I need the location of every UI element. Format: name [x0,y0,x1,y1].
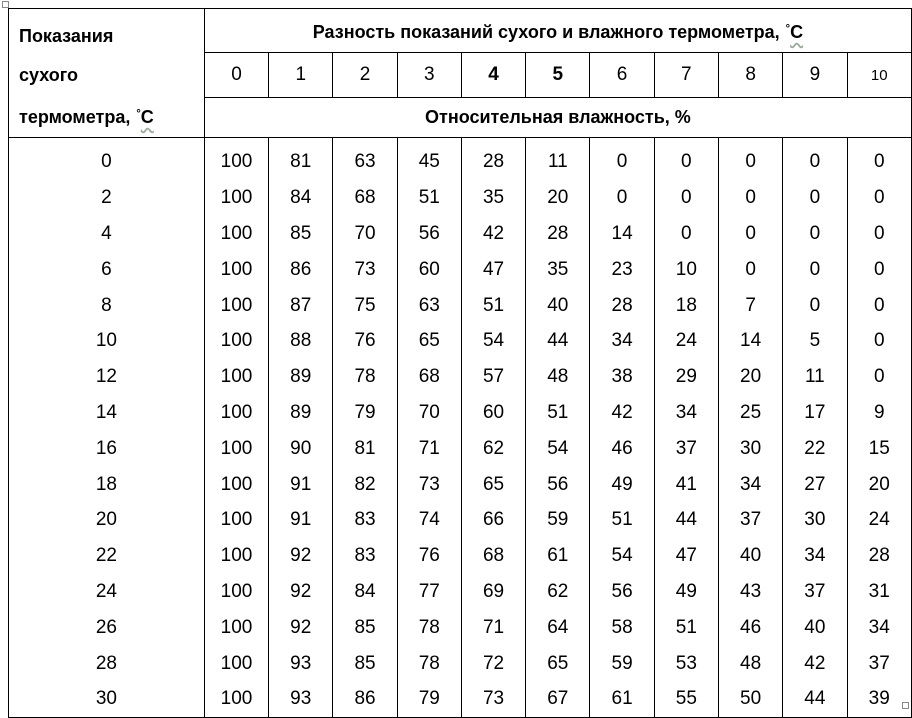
humidity-value-cell: 65 [397,323,461,359]
humidity-value-cell: 79 [333,395,397,431]
humidity-value-cell: 63 [333,138,397,180]
humidity-value-cell: 75 [333,287,397,323]
humidity-value-cell: 0 [847,359,912,395]
difference-header: Разность показаний сухого и влажного термометра, °С [204,9,911,53]
humidity-value-cell: 23 [590,251,654,287]
humidity-value-cell: 34 [654,395,718,431]
humidity-value-cell: 82 [333,466,397,502]
humidity-value-cell: 65 [461,466,525,502]
humidity-value-cell: 83 [333,538,397,574]
humidity-value-cell: 38 [590,359,654,395]
table-row [9,466,912,502]
humidity-value-cell: 74 [397,502,461,538]
dry-temperature-cell: 18 [9,466,205,502]
humidity-value-cell: 0 [847,180,912,216]
humidity-value-cell: 64 [526,609,590,645]
humidity-value-cell: 41 [654,466,718,502]
humidity-value-cell: 47 [654,538,718,574]
difference-column-header: 5 [526,53,590,97]
header-left-line3: термометра, °С [19,107,154,127]
humidity-value-cell: 70 [333,216,397,252]
humidity-value-cell: 25 [718,395,782,431]
table-row [9,681,912,717]
humidity-value-cell: 34 [847,609,912,645]
humidity-value-cell: 53 [654,645,718,681]
humidity-value-cell: 44 [526,323,590,359]
humidity-value-cell: 0 [718,216,782,252]
humidity-value-cell: 67 [526,681,590,717]
humidity-value-cell: 10 [654,251,718,287]
dry-temperature-cell: 16 [9,430,205,466]
humidity-value-cell: 34 [783,538,847,574]
humidity-table-body [9,138,912,718]
humidity-value-cell: 20 [526,180,590,216]
humidity-value-cell: 100 [204,609,268,645]
humidity-value-cell: 0 [654,216,718,252]
humidity-value-cell: 37 [783,574,847,610]
humidity-value-cell: 44 [783,681,847,717]
humidity-value-cell: 93 [269,681,333,717]
humidity-value-cell: 9 [847,395,912,431]
humidity-value-cell: 100 [204,466,268,502]
humidity-value-cell: 37 [847,645,912,681]
humidity-value-cell: 85 [333,609,397,645]
humidity-value-cell: 65 [526,645,590,681]
humidity-value-cell: 0 [590,138,654,180]
humidity-value-cell: 57 [461,359,525,395]
humidity-value-cell: 0 [847,287,912,323]
humidity-value-cell: 69 [461,574,525,610]
table-row [9,395,912,431]
dry-temperature-cell: 2 [9,180,205,216]
humidity-value-cell: 34 [718,466,782,502]
humidity-value-cell: 87 [269,287,333,323]
humidity-value-cell: 43 [718,574,782,610]
dry-temperature-cell: 30 [9,681,205,717]
humidity-value-cell: 51 [461,287,525,323]
humidity-value-cell: 89 [269,359,333,395]
humidity-value-cell: 35 [526,251,590,287]
humidity-value-cell: 0 [847,216,912,252]
humidity-value-cell: 62 [461,430,525,466]
humidity-value-cell: 77 [397,574,461,610]
dry-temperature-cell: 6 [9,251,205,287]
humidity-value-cell: 0 [718,180,782,216]
table-row [9,502,912,538]
humidity-value-cell: 28 [590,287,654,323]
humidity-value-cell: 90 [269,430,333,466]
table-move-handle-icon[interactable] [2,1,9,8]
humidity-value-cell: 0 [718,138,782,180]
celsius-unit: С [140,107,154,127]
humidity-value-cell: 62 [526,574,590,610]
humidity-value-cell: 83 [333,502,397,538]
humidity-value-cell: 37 [718,502,782,538]
humidity-value-cell: 40 [718,538,782,574]
humidity-value-cell: 40 [783,609,847,645]
dry-temperature-cell: 22 [9,538,205,574]
humidity-value-cell: 24 [654,323,718,359]
difference-column-header: 4 [461,53,525,97]
dry-temperature-cell: 10 [9,323,205,359]
humidity-value-cell: 0 [590,180,654,216]
table-row [9,645,912,681]
dry-temperature-cell: 26 [9,609,205,645]
humidity-value-cell: 100 [204,430,268,466]
humidity-value-cell: 100 [204,287,268,323]
humidity-value-cell: 39 [847,681,912,717]
relative-humidity-header: Относительная влажность, % [204,97,911,137]
dry-thermometer-header [9,9,205,138]
humidity-value-cell: 81 [333,430,397,466]
humidity-value-cell: 28 [461,138,525,180]
dry-temperature-cell: 8 [9,287,205,323]
humidity-value-cell: 81 [269,138,333,180]
humidity-value-cell: 42 [590,395,654,431]
humidity-value-cell: 44 [654,502,718,538]
difference-column-header: 6 [590,53,654,97]
humidity-value-cell: 46 [590,430,654,466]
humidity-value-cell: 46 [718,609,782,645]
humidity-value-cell: 71 [397,430,461,466]
table-row [9,323,912,359]
humidity-value-cell: 66 [461,502,525,538]
humidity-value-cell: 73 [461,681,525,717]
humidity-value-cell: 100 [204,180,268,216]
humidity-value-cell: 48 [718,645,782,681]
humidity-value-cell: 56 [397,216,461,252]
table-row [9,574,912,610]
humidity-value-cell: 49 [654,574,718,610]
difference-column-header: 3 [397,53,461,97]
humidity-value-cell: 7 [718,287,782,323]
humidity-value-cell: 100 [204,251,268,287]
humidity-value-cell: 73 [397,466,461,502]
humidity-value-cell: 51 [654,609,718,645]
difference-column-header: 2 [333,53,397,97]
dry-temperature-cell: 4 [9,216,205,252]
humidity-value-cell: 60 [397,251,461,287]
humidity-value-cell: 51 [590,502,654,538]
humidity-value-cell: 55 [654,681,718,717]
humidity-value-cell: 70 [397,395,461,431]
humidity-value-cell: 17 [783,395,847,431]
humidity-value-cell: 0 [783,251,847,287]
humidity-value-cell: 29 [654,359,718,395]
humidity-value-cell: 28 [526,216,590,252]
humidity-value-cell: 68 [397,359,461,395]
humidity-value-cell: 31 [847,574,912,610]
humidity-value-cell: 85 [333,645,397,681]
dry-temperature-cell: 12 [9,359,205,395]
humidity-value-cell: 100 [204,645,268,681]
humidity-value-cell: 88 [269,323,333,359]
humidity-value-cell: 49 [590,466,654,502]
humidity-value-cell: 0 [654,180,718,216]
humidity-value-cell: 59 [590,645,654,681]
humidity-value-cell: 59 [526,502,590,538]
table-row [9,609,912,645]
humidity-value-cell: 30 [783,502,847,538]
humidity-value-cell: 50 [718,681,782,717]
humidity-value-cell: 56 [590,574,654,610]
humidity-value-cell: 72 [461,645,525,681]
humidity-value-cell: 100 [204,681,268,717]
document-page [8,8,912,718]
table-row [9,287,912,323]
humidity-value-cell: 54 [461,323,525,359]
difference-column-header: 10 [847,53,912,97]
humidity-value-cell: 24 [847,502,912,538]
humidity-value-cell: 14 [590,216,654,252]
table-row [9,216,912,252]
humidity-value-cell: 0 [718,251,782,287]
celsius-unit: С [790,22,804,43]
humidity-value-cell: 76 [333,323,397,359]
humidity-value-cell: 100 [204,216,268,252]
humidity-value-cell: 71 [461,609,525,645]
humidity-value-cell: 0 [847,138,912,180]
humidity-value-cell: 5 [783,323,847,359]
humidity-value-cell: 48 [526,359,590,395]
humidity-value-cell: 58 [590,609,654,645]
humidity-value-cell: 27 [783,466,847,502]
humidity-value-cell: 47 [461,251,525,287]
humidity-value-cell: 11 [526,138,590,180]
humidity-value-cell: 34 [590,323,654,359]
humidity-value-cell: 14 [718,323,782,359]
humidity-value-cell: 79 [397,681,461,717]
humidity-value-cell: 93 [269,645,333,681]
table-row [9,138,912,180]
humidity-value-cell: 92 [269,538,333,574]
humidity-value-cell: 78 [333,359,397,395]
humidity-value-cell: 76 [397,538,461,574]
humidity-value-cell: 86 [269,251,333,287]
difference-column-header: 0 [204,53,268,97]
humidity-value-cell: 45 [397,138,461,180]
humidity-value-cell: 61 [526,538,590,574]
humidity-value-cell: 68 [333,180,397,216]
humidity-value-cell: 92 [269,609,333,645]
dry-temperature-cell: 24 [9,574,205,610]
humidity-value-cell: 51 [526,395,590,431]
dry-temperature-cell: 20 [9,502,205,538]
humidity-value-cell: 11 [783,359,847,395]
table-row [9,430,912,466]
humidity-value-cell: 54 [526,430,590,466]
humidity-value-cell: 35 [461,180,525,216]
table-row [9,251,912,287]
humidity-value-cell: 0 [783,287,847,323]
humidity-value-cell: 20 [718,359,782,395]
humidity-value-cell: 78 [397,609,461,645]
humidity-value-cell: 84 [269,180,333,216]
humidity-value-cell: 20 [847,466,912,502]
humidity-value-cell: 60 [461,395,525,431]
humidity-value-cell: 92 [269,574,333,610]
humidity-value-cell: 63 [397,287,461,323]
humidity-value-cell: 91 [269,466,333,502]
humidity-value-cell: 0 [654,138,718,180]
difference-column-header: 9 [783,53,847,97]
humidity-value-cell: 15 [847,430,912,466]
humidity-value-cell: 54 [590,538,654,574]
humidity-value-cell: 0 [847,251,912,287]
humidity-value-cell: 84 [333,574,397,610]
humidity-value-cell: 100 [204,574,268,610]
degree-sign: ° [785,23,791,36]
dry-temperature-cell: 28 [9,645,205,681]
humidity-value-cell: 0 [847,323,912,359]
humidity-value-cell: 100 [204,395,268,431]
humidity-value-cell: 18 [654,287,718,323]
humidity-value-cell: 0 [783,180,847,216]
table-resize-handle-icon[interactable] [902,702,909,709]
humidity-value-cell: 78 [397,645,461,681]
humidity-value-cell: 42 [461,216,525,252]
degree-sign: ° [136,108,141,120]
humidity-value-cell: 61 [590,681,654,717]
header-left-line2: сухого [19,65,79,85]
humidity-value-cell: 30 [718,430,782,466]
humidity-value-cell: 85 [269,216,333,252]
dry-temperature-cell: 0 [9,138,205,180]
difference-column-header: 8 [718,53,782,97]
humidity-value-cell: 100 [204,538,268,574]
humidity-value-cell: 91 [269,502,333,538]
table-row [9,180,912,216]
table-row [9,359,912,395]
humidity-value-cell: 56 [526,466,590,502]
humidity-value-cell: 37 [654,430,718,466]
header-left-line1: Показания [19,26,114,46]
difference-column-header: 1 [269,53,333,97]
humidity-value-cell: 0 [783,216,847,252]
humidity-value-cell: 100 [204,323,268,359]
humidity-value-cell: 73 [333,251,397,287]
humidity-value-cell: 68 [461,538,525,574]
dry-temperature-cell: 14 [9,395,205,431]
humidity-value-cell: 100 [204,502,268,538]
humidity-value-cell: 89 [269,395,333,431]
humidity-value-cell: 100 [204,359,268,395]
humidity-value-cell: 40 [526,287,590,323]
humidity-value-cell: 0 [783,138,847,180]
humidity-value-cell: 51 [397,180,461,216]
difference-column-header: 7 [654,53,718,97]
humidity-table [8,8,912,718]
humidity-value-cell: 86 [333,681,397,717]
table-row [9,538,912,574]
humidity-value-cell: 100 [204,138,268,180]
humidity-value-cell: 28 [847,538,912,574]
humidity-value-cell: 22 [783,430,847,466]
humidity-value-cell: 42 [783,645,847,681]
